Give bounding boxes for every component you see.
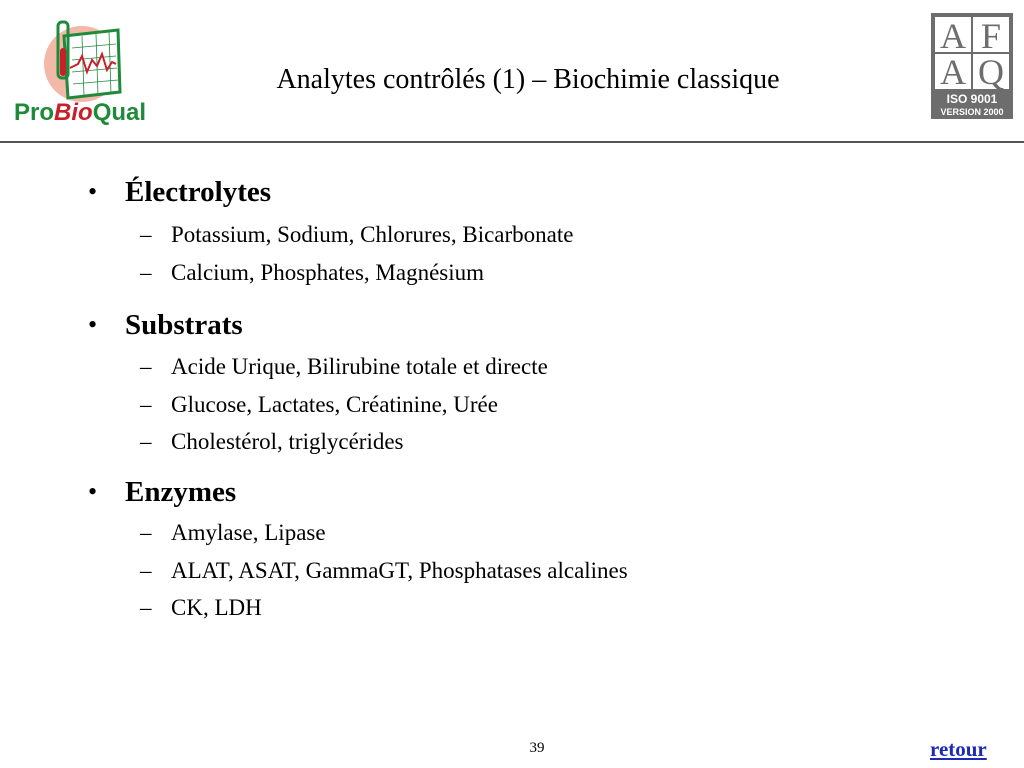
logo-text-pro: Pro: [14, 99, 55, 126]
dash-marker: –: [140, 259, 152, 285]
bullet-dot: •: [88, 477, 98, 506]
item-text: ALAT, ASAT, GammaGT, Phosphatases alcalines: [171, 557, 628, 583]
afaq-letter-3: A: [940, 52, 966, 92]
item-text: Cholestérol, triglycérides: [171, 429, 404, 454]
afaq-letter-2: F: [980, 16, 1002, 56]
afaq-iso-label: ISO 9001: [946, 92, 998, 106]
item-text: Calcium, Phosphates, Magnésium: [171, 259, 485, 285]
item-text: CK, LDH: [171, 595, 262, 620]
afaq-letter-4: Q: [978, 52, 1004, 92]
dash-marker: –: [140, 429, 152, 454]
page-number: 39: [529, 740, 545, 756]
dash-marker: –: [140, 557, 152, 583]
dash-marker: –: [140, 520, 152, 545]
logo-text-bio: Bio: [54, 99, 93, 126]
afaq-version-label: VERSION 2000: [940, 107, 1004, 117]
item-text: Acide Urique, Bilirubine totale et directe: [171, 354, 548, 379]
dash-marker: –: [140, 354, 152, 379]
bullet-dot: •: [88, 177, 98, 206]
section-title: Électrolytes: [125, 176, 272, 208]
afaq-letter-1: A: [940, 16, 966, 56]
page-title: Analytes contrôlés (1) – Biochimie classique: [276, 64, 780, 95]
item-text: Potassium, Sodium, Chlorures, Bicarbonate: [171, 222, 574, 247]
dash-marker: –: [140, 595, 152, 620]
bullet-dot: •: [88, 310, 98, 339]
section-title: Enzymes: [125, 476, 237, 508]
dash-marker: –: [140, 222, 152, 247]
logo-text-qual: Qual: [92, 99, 147, 126]
item-text: Glucose, Lactates, Créatinine, Urée: [171, 391, 498, 417]
dash-marker: –: [140, 391, 152, 417]
item-text: Amylase, Lipase: [171, 520, 326, 545]
retour-link[interactable]: retour: [930, 737, 987, 761]
section-title: Substrats: [125, 309, 243, 341]
